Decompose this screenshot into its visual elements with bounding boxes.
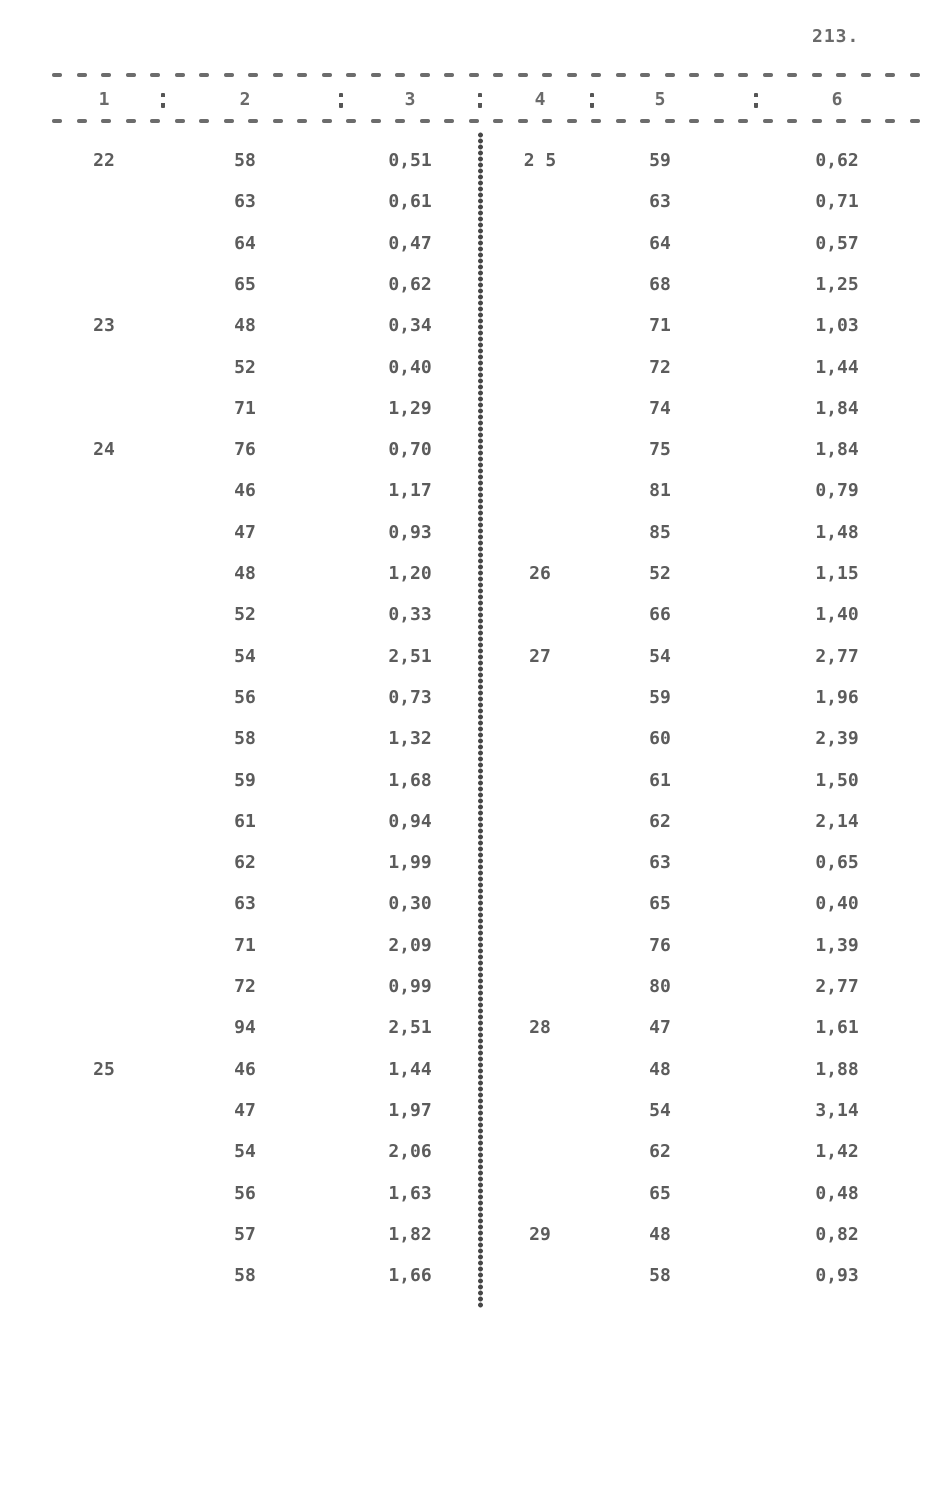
table-cell-col2: 94 [234,1017,256,1039]
table-cell-col3: 2,51 [388,1017,432,1039]
table-cell-col2: 48 [234,563,256,584]
table-cell-col2: 58 [234,728,256,750]
table-cell-col6: 0,82 [815,1223,859,1245]
table-cell-col2: 52 [234,604,256,626]
column-header-1: 1 [98,89,110,110]
table-cell-col2: 59 [234,769,256,791]
header-bottom-rule [52,114,932,128]
table-cell-col6: 0,71 [815,191,859,213]
table-cell-col6: 0,57 [815,232,859,254]
table-cell-col2: 62 [234,852,256,874]
table-cell-col2: 47 [234,521,256,543]
table-cell-col5: 54 [649,1099,671,1121]
table-cell-col5: 60 [649,728,671,750]
table-cell-col5: 66 [649,604,671,626]
header-separator [478,93,482,108]
table-cell-col5: 81 [649,480,671,502]
table-cell-col6: 0,40 [815,893,859,915]
table-cell-col6: 1,42 [815,1141,859,1163]
table-cell-col3: 0,99 [388,976,432,997]
table-cell-col6: 1,88 [815,1058,859,1080]
header-separator [339,93,343,108]
table-cell-col2: 58 [234,1265,256,1287]
table-cell-col2: 47 [234,1099,256,1121]
table-cell-col3: 0,61 [388,191,432,213]
table-cell-col2: 61 [234,810,256,832]
table-cell-col5: 48 [649,1058,671,1080]
table-cell-col2: 56 [234,1182,256,1204]
column-header-2: 2 [239,89,251,110]
column-header-6: 6 [831,89,843,110]
table-cell-col3: 2,09 [388,934,432,956]
table-cell-col5: 71 [649,315,671,337]
table-cell-col3: 1,97 [388,1099,432,1121]
table-cell-col2: 72 [234,976,256,997]
table-cell-col6: 0,62 [815,150,859,171]
table-cell-col5: 58 [649,1265,671,1287]
table-cell-col2: 46 [234,480,256,502]
table-cell-col3: 1,99 [388,852,432,874]
table-cell-col2: 54 [234,645,256,667]
table-cell-col1: 24 [93,439,115,461]
table-cell-col2: 48 [234,315,256,337]
column-header-3: 3 [404,89,416,110]
table-cell-col3: 1,44 [388,1058,432,1080]
table-cell-col2: 76 [234,439,256,461]
table-cell-col5: 62 [649,1141,671,1163]
table-cell-col3: 0,51 [388,150,432,171]
table-cell-col6: 1,25 [815,273,859,295]
table-cell-col6: 2,77 [815,645,859,667]
table-cell-col3: 1,63 [388,1182,432,1204]
table-cell-col5: 47 [649,1017,671,1039]
table-cell-col4: 26 [529,563,551,584]
table-cell-col3: 0,62 [388,273,432,295]
table-cell-col6: 1,39 [815,934,859,956]
table-cell-col5: 75 [649,439,671,461]
table-cell-col3: 1,29 [388,397,432,419]
table-cell-col6: 1,84 [815,439,859,461]
table-cell-col4: 29 [529,1223,551,1245]
table-cell-col3: 0,47 [388,232,432,254]
table-cell-col5: 62 [649,810,671,832]
table-cell-col6: 3,14 [815,1099,859,1121]
table-cell-col5: 72 [649,356,671,378]
table-cell-col6: 1,40 [815,604,859,626]
header-top-rule [52,68,932,82]
table-cell-col3: 0,40 [388,356,432,378]
table-cell-col3: 1,20 [388,563,432,584]
table-cell-col2: 46 [234,1058,256,1080]
table-cell-col6: 0,93 [815,1265,859,1287]
table-cell-col2: 71 [234,934,256,956]
column-divider [478,132,483,1308]
table-cell-col2: 56 [234,686,256,708]
table-cell-col6: 0,65 [815,852,859,874]
table-cell-col1: 22 [93,150,115,171]
table-cell-col2: 64 [234,232,256,254]
table-cell-col3: 0,30 [388,893,432,915]
table-cell-col2: 63 [234,191,256,213]
table-cell-col5: 52 [649,563,671,584]
table-cell-col6: 2,39 [815,728,859,750]
table-cell-col5: 54 [649,645,671,667]
table-cell-col6: 1,03 [815,315,859,337]
table-cell-col1: 23 [93,315,115,337]
header-separator [161,93,165,108]
table-cell-col5: 63 [649,852,671,874]
table-cell-col6: 2,14 [815,810,859,832]
table-cell-col5: 74 [649,397,671,419]
table-cell-col6: 0,48 [815,1182,859,1204]
table-cell-col6: 1,15 [815,563,859,584]
page-number: 213. [812,26,860,47]
table-cell-col5: 61 [649,769,671,791]
table-cell-col4: 27 [529,645,551,667]
table-cell-col5: 65 [649,1182,671,1204]
table-cell-col5: 64 [649,232,671,254]
table-cell-col3: 1,32 [388,728,432,750]
table-cell-col5: 76 [649,934,671,956]
table-cell-col4: 28 [529,1017,551,1039]
table-cell-col3: 0,94 [388,810,432,832]
table-cell-col5: 85 [649,521,671,543]
table-cell-col3: 0,70 [388,439,432,461]
table-cell-col5: 68 [649,273,671,295]
table-cell-col6: 1,61 [815,1017,859,1039]
table-cell-col5: 65 [649,893,671,915]
table-cell-col3: 0,34 [388,315,432,337]
table-cell-col6: 2,77 [815,976,859,997]
table-cell-col2: 52 [234,356,256,378]
table-cell-col5: 48 [649,1223,671,1245]
table-cell-col3: 2,06 [388,1141,432,1163]
table-cell-col2: 58 [234,150,256,171]
table-cell-col5: 80 [649,976,671,997]
header-separator [754,93,758,108]
table-cell-col3: 0,33 [388,604,432,626]
table-cell-col3: 2,51 [388,645,432,667]
table-cell-col3: 1,68 [388,769,432,791]
table-cell-col6: 1,96 [815,686,859,708]
table-cell-col5: 59 [649,686,671,708]
table-cell-col3: 0,73 [388,686,432,708]
table-cell-col5: 59 [649,150,671,171]
table-cell-col2: 71 [234,397,256,419]
table-cell-col2: 65 [234,273,256,295]
table-cell-col3: 1,66 [388,1265,432,1287]
table-cell-col1: 25 [93,1058,115,1080]
table-cell-col2: 57 [234,1223,256,1245]
table-cell-col6: 1,48 [815,521,859,543]
table-cell-col3: 1,17 [388,480,432,502]
table-cell-col4: 2 5 [523,150,557,171]
table-cell-col2: 54 [234,1141,256,1163]
column-header-4: 4 [534,89,546,110]
table-cell-col2: 63 [234,893,256,915]
table-cell-col6: 0,79 [815,480,859,502]
table-cell-col3: 0,93 [388,521,432,543]
table-cell-col5: 63 [649,191,671,213]
header-separator [590,93,594,108]
table-cell-col6: 1,84 [815,397,859,419]
table-cell-col6: 1,50 [815,769,859,791]
column-header-5: 5 [654,89,666,110]
table-cell-col6: 1,44 [815,356,859,378]
table-cell-col3: 1,82 [388,1223,432,1245]
